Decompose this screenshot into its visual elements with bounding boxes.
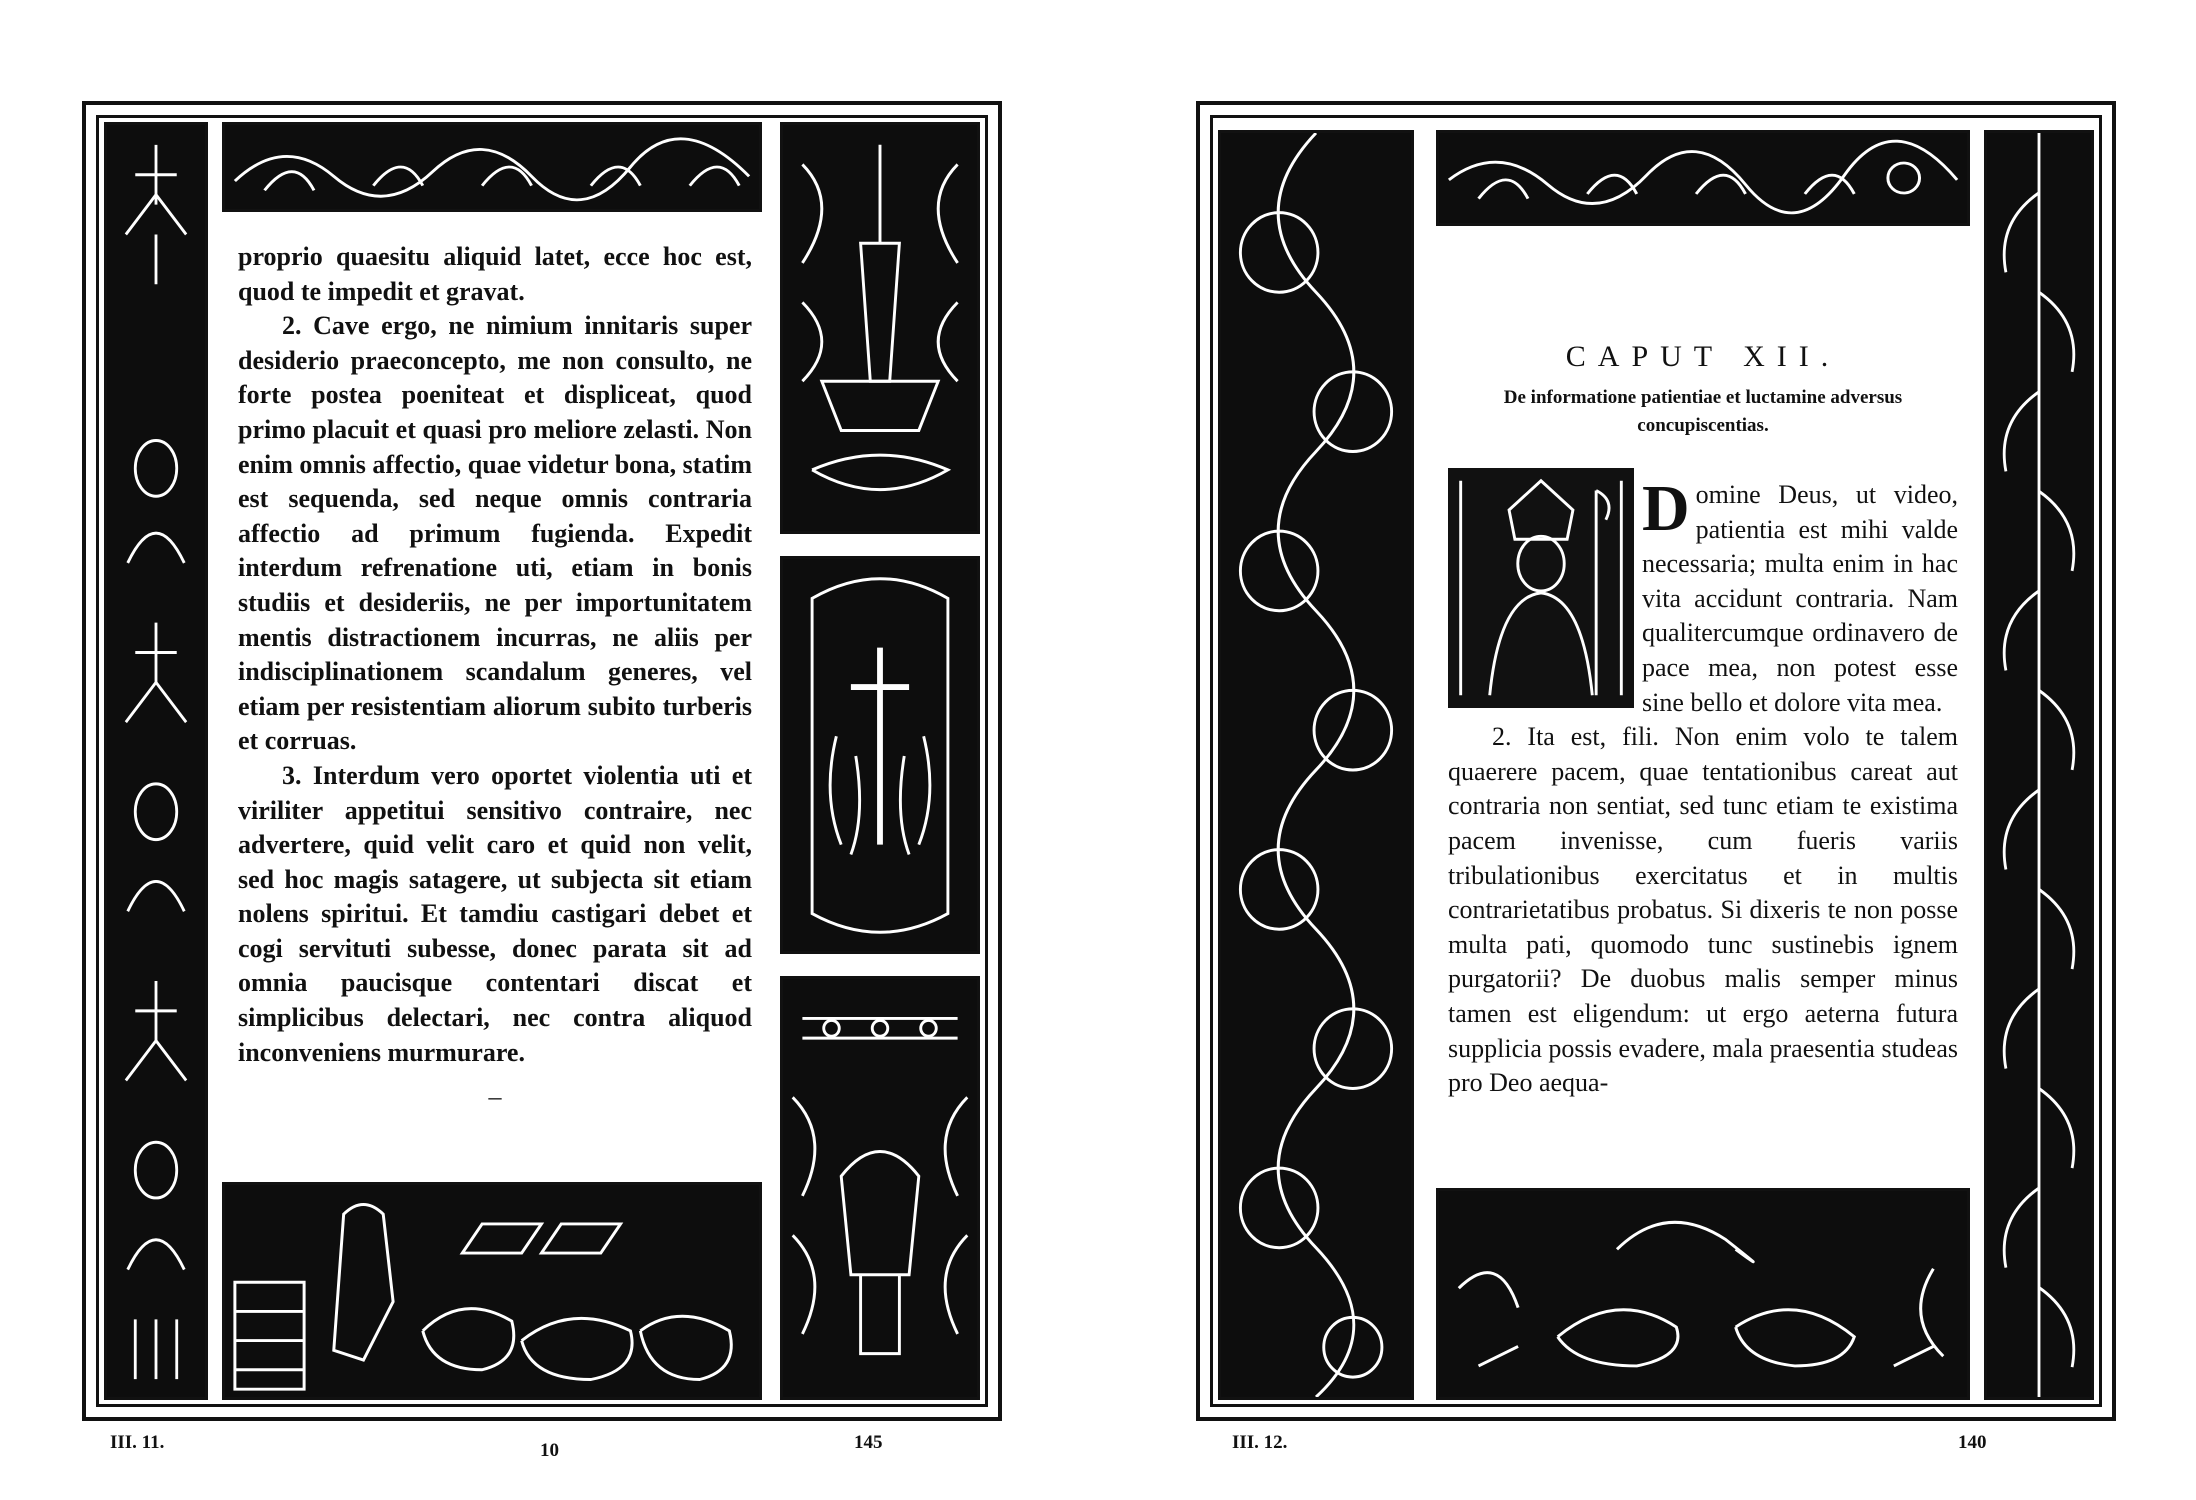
right-paragraph-2: 2. Ita est, fili. Non enim volo te talem quaerere pacem, quae tentationibus careat aut contraria non sentiat, sed tunc etiam te existima pacem invenisse, cum fueris variis tribulationibus exercitatus et in multis contrarietatibus probatus. Si dixeris te non posse multa pati, quomodo tunc sustinebis ignem purgatorii? De duobus malis semper minus tamen est eligendum: ut ergo aeterna futura supplicia possis evadere, mala praesentia studeas pro Deo aequa- <box>1448 722 1958 1098</box>
left-separator: – <box>488 1082 502 1112</box>
left-signature-mark: 10 <box>540 1440 559 1461</box>
initial-letter: D <box>1642 472 1690 545</box>
left-page-text <box>238 240 752 1115</box>
left-paragraph-1: proprio quaesitu aliquid latet, ecce hoc est, quod te impedit et gravat. <box>238 242 752 306</box>
left-cross-monogram-panel <box>780 556 980 954</box>
right-page-text <box>1448 472 1958 1101</box>
right-bottom-birds-serpent-scene <box>1436 1188 1970 1400</box>
left-paragraph-3: 3. Interdum vero oportet violentia uti et viriliter appetitui sensitivo contraire, nec advertere, quid velit caro et quid non velit, sed hoc magis satagere, ut subjecta sit etiam nolens spiritui. Et tamdiu castigari debet et cogi servituti subesse, donec parata sit ad omnia paucisque contentari discat et simplicibus delectari, nec contra aliquod inconveniens murmurare. <box>238 760 752 1067</box>
left-urn-panel <box>780 976 980 1400</box>
left-bottom-prodigal-son-scene <box>222 1182 762 1400</box>
right-vine-scroll-column <box>1218 130 1414 1400</box>
left-paragraph-2: 2. Cave ergo, ne nimium innitaris super desiderio praeconcepto, me non consulto, ne forte postea poeniteat et displiceat, quod primo placuit et quasi pro meliore zelasti. Non enim omnis affectio, quae videtur bona, statim est sequenda, sed neque omnis contraria affectio ad primum fugienda. Expedit interdum refrenatione uti, etiam in bonis studiis et desideriis, ne per importunitatem mentis distractionem incurras, ne aliis per indisciplinationem scandalum generes, vel etiam per resistentiam aliorum subito turberis et corruas. <box>238 311 752 756</box>
chapter-subtitle: De informatione patientiae et luctamine adversus concupiscentias. <box>1503 387 1903 436</box>
right-top-foliage-banner <box>1436 130 1970 226</box>
left-top-foliage-banner <box>222 122 762 212</box>
left-border-saints-column <box>104 122 208 1400</box>
right-paragraph-1-text: omine Deus, ut video, patientia est mihi valde necessaria; multa enim in hac vita accidunt contraria. Nam qualitercumque ordinavero de pace mea, non potest esse sine bello et dolore vita mea. <box>1642 480 1958 717</box>
chapter-heading <box>1436 340 1970 440</box>
dropcap-spacer <box>1448 478 1642 714</box>
left-section-ref: III. 11. <box>110 1432 165 1453</box>
left-page-number: 145 <box>854 1432 883 1453</box>
right-leaf-column <box>1984 130 2094 1400</box>
left-fountain-panel <box>780 122 980 534</box>
chapter-title: CAPUT XII. <box>1565 340 1841 373</box>
right-page-number: 140 <box>1958 1432 1987 1453</box>
right-section-ref: III. 12. <box>1232 1432 1288 1453</box>
